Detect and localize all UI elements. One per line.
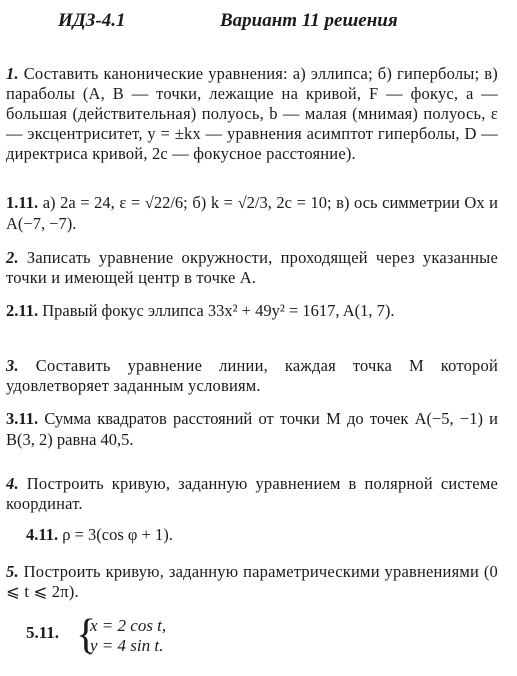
task-1-answer bbox=[6, 192, 498, 234]
task-text: Составить канонические уравнения: а) эллипса; б) гиперболы; в) параболы (A, B — точки, лежащие на кривой, F — фокус, a — большая (действительная) полуось, b — малая (мнимая) полуось, ε — эксцентриситет, y = ±kx — уравнения асимптот гиперболы, D — директриса кривой, 2c — фокусное расстояние). bbox=[6, 64, 498, 163]
task-number: 1. bbox=[6, 64, 19, 83]
answer-text: а) 2a = 24, ε = √22/6; б) k = √2/3, 2c = 10; в) ось симметрии Ox и A(−7, −7). bbox=[6, 193, 498, 233]
answer-number: 1.11. bbox=[6, 193, 39, 212]
variant-title: Вариант 11 решения bbox=[220, 10, 398, 31]
assignment-code: ИДЗ-4.1 bbox=[58, 10, 126, 31]
task-text: Построить кривую, заданную уравнением в полярной системе координат. bbox=[6, 474, 498, 513]
equation-y: y = 4 sin t. bbox=[90, 636, 164, 655]
answer-number: 3.11. bbox=[6, 409, 39, 428]
task-2-statement bbox=[6, 248, 498, 288]
answer-number: 5.11. bbox=[26, 623, 60, 642]
task-5-statement bbox=[6, 562, 498, 602]
task-2-answer bbox=[6, 300, 498, 321]
page-header bbox=[0, 10, 517, 36]
task-text: Построить кривую, заданную параметрическими уравнениями (0 ⩽ t ⩽ 2π). bbox=[6, 562, 498, 601]
answer-number: 2.11. bbox=[6, 301, 39, 320]
task-3-statement bbox=[6, 356, 498, 396]
task-number: 4. bbox=[6, 474, 19, 493]
task-4-answer bbox=[26, 524, 517, 545]
answer-number: 4.11. bbox=[26, 525, 59, 544]
task-1-statement bbox=[6, 64, 498, 164]
equation-x: x = 2 cos t, bbox=[90, 616, 167, 635]
answer-text: ρ = 3(cos φ + 1). bbox=[62, 525, 173, 544]
answer-text: Правый фокус эллипса 33x² + 49y² = 1617, A(1, 7). bbox=[42, 301, 395, 320]
task-number: 3. bbox=[6, 356, 19, 375]
task-number: 2. bbox=[6, 248, 19, 267]
task-3-answer bbox=[6, 408, 498, 450]
task-text: Записать уравнение окружности, проходящей через указанные точки и имеющей центр в точке A. bbox=[6, 248, 498, 287]
answer-text: Сумма квадратов расстояний от точки M до точек A(−5, −1) и B(3, 2) равна 40,5. bbox=[6, 409, 498, 449]
task-text: Составить уравнение линии, каждая точка M которой удовлетворяет заданным условиям. bbox=[6, 356, 498, 395]
task-number: 5. bbox=[6, 562, 19, 581]
task-4-statement bbox=[6, 474, 498, 514]
system-brace: { bbox=[76, 612, 97, 658]
